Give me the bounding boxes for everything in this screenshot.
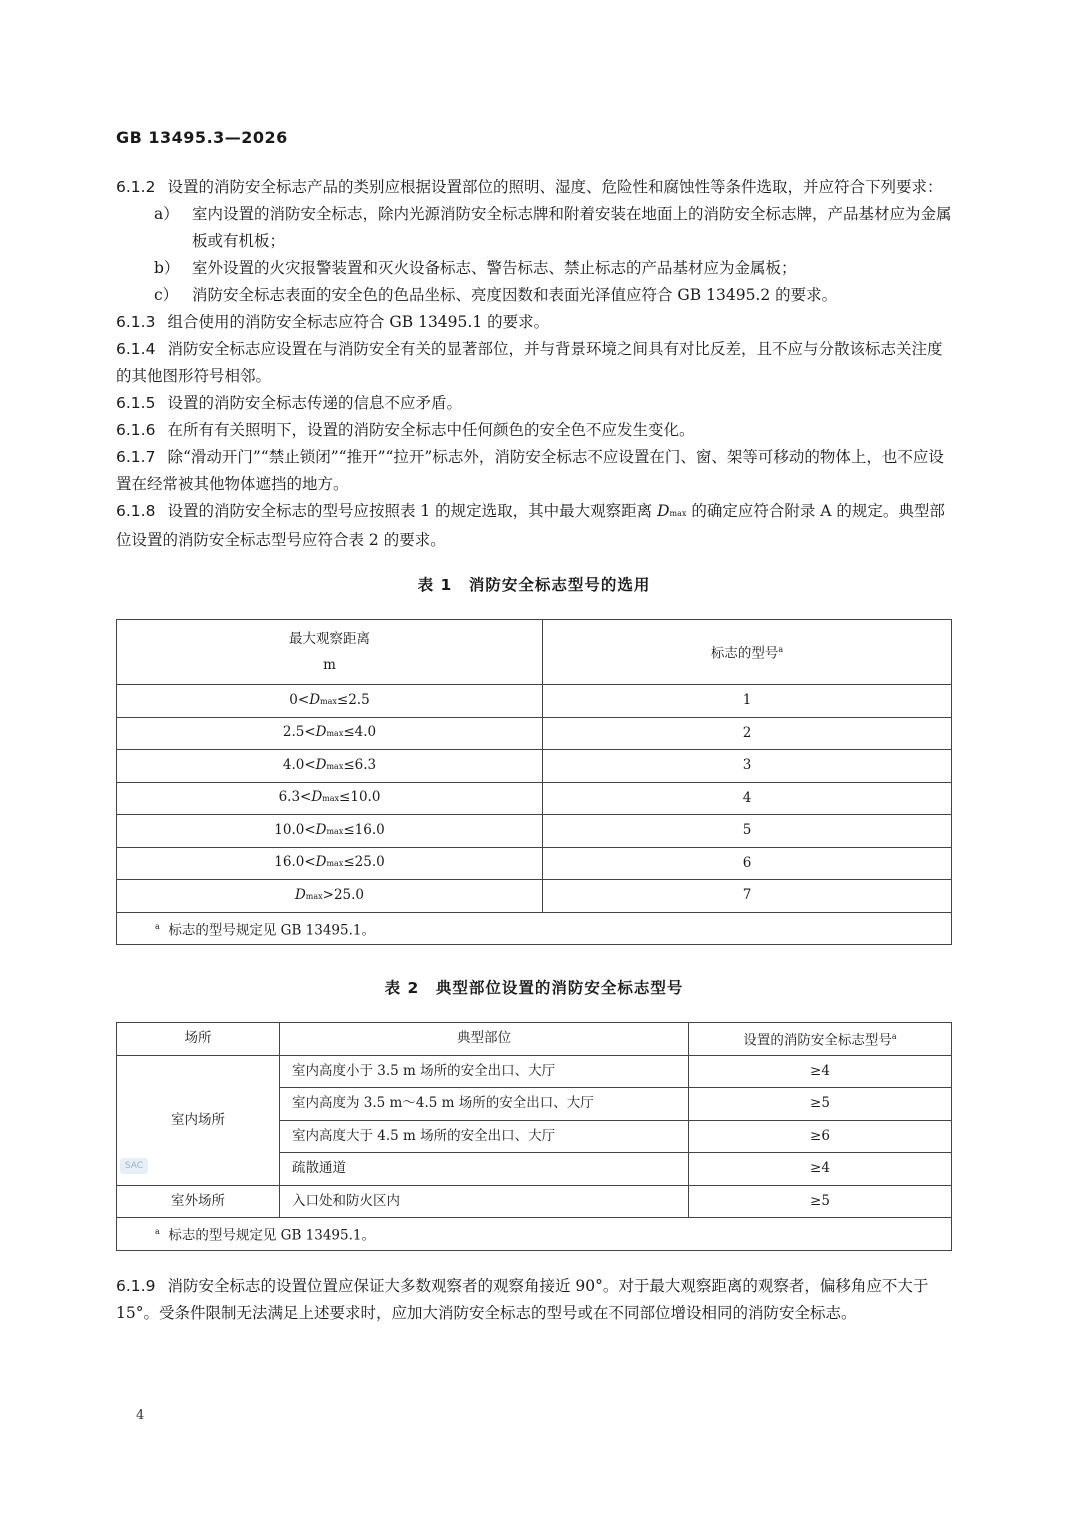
table-1 xyxy=(116,619,952,945)
part-cell: 室内高度大于 4.5 m 场所的安全出口、大厅 xyxy=(280,1120,689,1153)
range-prefix: 0< xyxy=(289,691,310,708)
range-prefix: 4.0< xyxy=(282,756,316,773)
place-text: 室内场所 xyxy=(171,1111,225,1128)
d-subscript: max xyxy=(326,859,344,869)
d-subscript: max xyxy=(326,826,344,836)
model-cell: ≥5 xyxy=(689,1088,952,1121)
list-marker: b） xyxy=(154,259,180,277)
part-cell: 室内高度小于 3.5 m 场所的安全出口、大厅 xyxy=(280,1055,689,1088)
d-symbol: D xyxy=(309,691,321,708)
clause-6-1-4 xyxy=(116,336,952,390)
range-suffix: ≤6.3 xyxy=(343,756,377,773)
table-row xyxy=(117,717,952,750)
list-marker: c） xyxy=(154,286,179,304)
table-note xyxy=(117,912,952,945)
range-prefix: 2.5< xyxy=(282,724,316,741)
clause-6-1-6 xyxy=(116,417,952,444)
table-row xyxy=(117,750,952,783)
clause-text: 消防安全标志应设置在与消防安全有关的显著部位，并与背景环境之间具有对比反差，且不应与分散该标志关注度的其他图形符号相邻。 xyxy=(116,340,943,385)
header-text: 标志的型号 xyxy=(710,645,779,662)
clause-6-1-3 xyxy=(116,309,952,336)
model-cell: ≥5 xyxy=(689,1185,952,1218)
range-suffix: ≤25.0 xyxy=(343,854,385,871)
table-row xyxy=(117,1185,952,1218)
clause-text: 除“滑动开门”“禁止锁闭”“推开”“拉开”标志外，消防安全标志不应设置在门、窗、架等可移动的物体上，也不应设置在经常被其他物体遮挡的地方。 xyxy=(116,448,944,493)
list-item-text: 室内设置的消防安全标志，除内光源消防安全标志牌和附着安装在地面上的消防安全标志牌，产品基材应为金属板或有机板； xyxy=(192,205,952,250)
distance-cell xyxy=(117,782,543,815)
clause-text: 在所有有关照明下，设置的消防安全标志中任何颜色的安全色不应发生变化。 xyxy=(167,421,695,439)
header-cell: 场所 xyxy=(117,1023,280,1056)
header-cell xyxy=(689,1023,952,1056)
clause-text: 消防安全标志的设置位置应保证大多数观察者的观察角接近 90°。对于最大观察距离的观察者，偏移角应不大于 15°。受条件限制无法满足上述要求时，应加大消防安全标志的型号或在不同部位增设相同的消防安全标志。 xyxy=(116,1276,929,1322)
distance-cell xyxy=(117,750,543,783)
part-cell: 入口处和防火区内 xyxy=(280,1185,689,1218)
range-prefix: 6.3< xyxy=(278,789,312,806)
model-cell: ≥4 xyxy=(689,1153,952,1186)
table-row xyxy=(117,782,952,815)
list-marker: a） xyxy=(154,205,179,223)
model-cell: 1 xyxy=(543,685,952,718)
range-prefix: 10.0< xyxy=(274,821,316,838)
table-2 xyxy=(116,1022,952,1251)
list-item-text: 室外设置的火灾报警装置和灭火设备标志、警告标志、禁止标志的产品基材应为金属板； xyxy=(192,259,797,277)
d-symbol: D xyxy=(311,789,323,806)
note-text: 标志的型号规定见 GB 13495.1。 xyxy=(168,1227,375,1244)
part-cell: 室内高度为 3.5 m～4.5 m 场所的安全出口、大厅 xyxy=(280,1088,689,1121)
part-cell: 疏散通道 xyxy=(280,1153,689,1186)
distance-cell xyxy=(117,717,543,750)
model-cell: 3 xyxy=(543,750,952,783)
d-subscript: max xyxy=(326,729,344,739)
page-number: 4 xyxy=(136,1408,145,1423)
table-note xyxy=(117,1218,952,1251)
model-cell: 4 xyxy=(543,782,952,815)
d-symbol: D xyxy=(315,756,327,773)
clause-text: 组合使用的消防安全标志应符合 GB 13495.1 的要求。 xyxy=(167,313,550,331)
clause-number: 6.1.3 xyxy=(116,313,156,331)
d-subscript: max xyxy=(320,696,337,706)
d-symbol: D xyxy=(315,854,327,871)
footnote-mark: a xyxy=(891,1032,897,1041)
model-cell: 5 xyxy=(543,815,952,848)
clause-number: 6.1.6 xyxy=(116,421,156,439)
header-cell xyxy=(543,620,952,685)
model-cell: 6 xyxy=(543,847,952,880)
distance-cell xyxy=(117,847,543,880)
footnote-mark: a xyxy=(778,645,784,655)
sac-watermark-logo: SAC xyxy=(120,1158,148,1174)
list-item xyxy=(116,201,952,255)
clause-text: 设置的消防安全标志的型号应按照表 1 的规定选取，其中最大观察距离 xyxy=(167,502,658,520)
range-suffix: >25.0 xyxy=(322,886,365,903)
table-row xyxy=(117,815,952,848)
d-subscript: max xyxy=(322,794,340,804)
table-header-row xyxy=(117,1023,952,1056)
footnote-mark: a xyxy=(155,1227,160,1236)
distance-cell xyxy=(117,880,543,913)
table-1-caption: 表 1 消防安全标志型号的选用 xyxy=(417,576,651,594)
range-suffix: ≤10.0 xyxy=(339,789,381,806)
model-cell: ≥4 xyxy=(689,1055,952,1088)
range-prefix: 16.0< xyxy=(274,854,316,871)
table-row xyxy=(117,1055,952,1088)
model-cell: ≥6 xyxy=(689,1120,952,1153)
range-suffix: ≤2.5 xyxy=(336,691,370,708)
model-cell: 7 xyxy=(543,880,952,913)
unit-text: m xyxy=(323,657,336,673)
clause-number: 6.1.9 xyxy=(116,1276,156,1295)
header-cell xyxy=(117,620,543,685)
d-symbol: D xyxy=(657,502,670,520)
place-cell: 室外场所 xyxy=(117,1185,280,1218)
table-row xyxy=(117,880,952,913)
main-content xyxy=(116,174,952,1327)
table-2-caption: 表 2 典型部位设置的消防安全标志型号 xyxy=(384,979,684,997)
distance-cell xyxy=(117,815,543,848)
list-item-text: 消防安全标志表面的安全色的色品坐标、亮度因数和表面光泽值应符合 GB 13495.2 的要求。 xyxy=(192,286,838,304)
d-symbol: D xyxy=(315,821,327,838)
d-symbol: D xyxy=(294,886,306,903)
d-symbol: D xyxy=(315,724,327,741)
table-note-row xyxy=(117,912,952,945)
clause-number: 6.1.7 xyxy=(116,448,156,466)
table-row xyxy=(117,685,952,718)
table-header-row xyxy=(117,620,952,685)
list-item xyxy=(116,282,952,309)
clause-6-1-9 xyxy=(116,1273,952,1327)
header-text: 最大观察距离 xyxy=(289,631,370,647)
clause-6-1-8 xyxy=(116,498,952,554)
header-cell: 典型部位 xyxy=(280,1023,689,1056)
clause-6-1-2 xyxy=(116,174,952,201)
table-note-row xyxy=(117,1218,952,1251)
clause-number: 6.1.2 xyxy=(116,178,156,196)
distance-cell xyxy=(117,685,543,718)
note-text: 标志的型号规定见 GB 13495.1。 xyxy=(168,922,375,938)
clause-6-1-5 xyxy=(116,390,952,417)
range-suffix: ≤4.0 xyxy=(343,724,377,741)
clause-6-1-7 xyxy=(116,444,952,498)
list-item xyxy=(116,255,952,282)
clause-text: 设置的消防安全标志传递的信息不应矛盾。 xyxy=(167,394,462,412)
d-subscript: max xyxy=(305,891,323,901)
table-row xyxy=(117,847,952,880)
footnote-mark: a xyxy=(155,921,160,931)
model-cell: 2 xyxy=(543,717,952,750)
clause-text: 设置的消防安全标志产品的类别应根据设置部位的照明、湿度、危险性和腐蚀性等条件选取，并应符合下列要求： xyxy=(167,178,943,196)
d-subscript: max xyxy=(669,509,687,518)
d-subscript: max xyxy=(326,761,344,771)
clause-text: 的确定应符合附录 A 的规定。典型部位设置的消防安全标志型号应符合表 2 的要求。 xyxy=(116,502,945,549)
header-text: 设置的消防安全标志型号 xyxy=(743,1032,892,1049)
clause-number: 6.1.5 xyxy=(116,394,156,412)
clause-number: 6.1.4 xyxy=(116,340,156,358)
clause-number: 6.1.8 xyxy=(116,502,156,520)
standard-code: GB 13495.3—2026 xyxy=(116,128,288,147)
range-suffix: ≤16.0 xyxy=(343,821,385,838)
